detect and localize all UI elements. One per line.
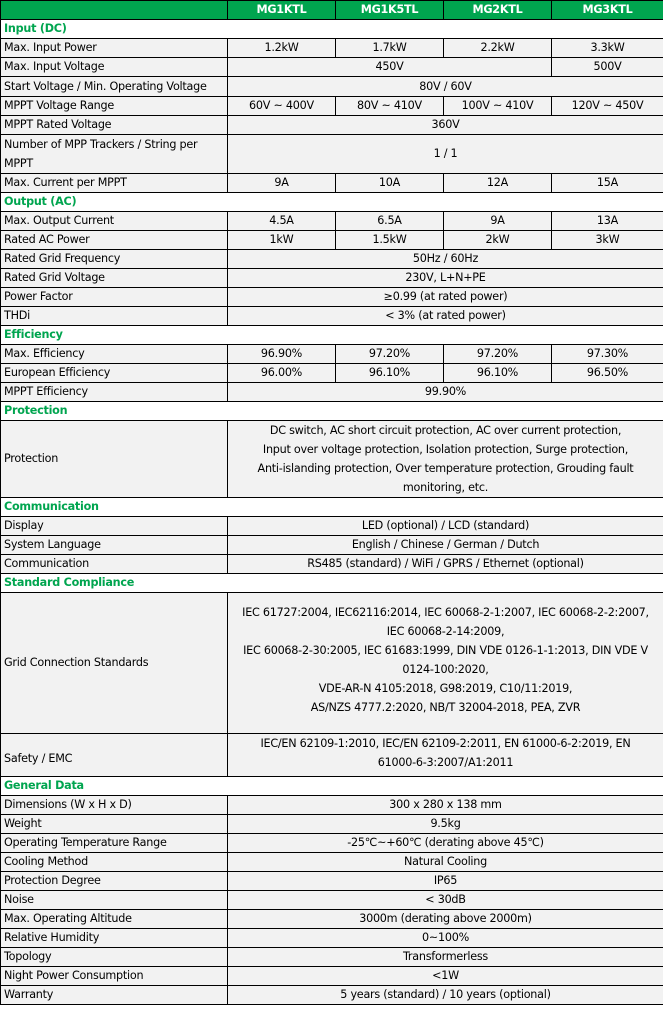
spec-row	[1, 815, 663, 834]
spec-row	[1, 116, 663, 135]
spec-value: 60V ~ 400V	[228, 97, 336, 116]
spec-value: 2.2kW	[444, 39, 552, 58]
spec-value: 100V ~ 410V	[444, 97, 552, 116]
spec-row	[1, 364, 663, 383]
section-protection	[1, 402, 663, 421]
spec-value: LED (optional) / LCD (standard)	[228, 517, 663, 536]
value-line: monitoring, etc.	[402, 481, 489, 494]
value-line: IEC/EN 62109-1:2010, IEC/EN 62109-2:2011, EN 61000-6-2:2019, EN	[260, 737, 631, 750]
spec-value: < 3% (at rated power)	[228, 307, 663, 326]
value-line: IEC 60068-2-14:2009,	[386, 625, 505, 638]
spec-value: 99.90%	[228, 383, 663, 402]
spec-label: Max. Input Voltage	[1, 58, 228, 77]
spec-row	[1, 967, 663, 986]
spec-row	[1, 910, 663, 929]
spec-row	[1, 948, 663, 967]
spec-row	[1, 796, 663, 815]
value-line: 0124-100:2020,	[402, 663, 489, 676]
section-communication	[1, 498, 663, 517]
spec-row	[1, 269, 663, 288]
spec-label: Start Voltage / Min. Operating Voltage	[1, 77, 228, 97]
spec-value: 4.5A	[228, 212, 336, 231]
spec-label: Noise	[1, 891, 228, 910]
spec-row	[1, 421, 663, 498]
spec-value: 96.50%	[552, 364, 663, 383]
spec-row	[1, 929, 663, 948]
spec-value: 450V	[228, 58, 552, 77]
spec-row	[1, 250, 663, 269]
spec-row	[1, 891, 663, 910]
spec-value: 3.3kW	[552, 39, 663, 58]
value-line: IEC 60068-2-30:2005, IEC 61683:1999, DIN VDE 0126-1-1:2013, DIN VDE V	[243, 644, 648, 657]
spec-value: RS485 (standard) / WiFi / GPRS / Ethernet (optional)	[228, 555, 663, 574]
spec-label: MPPT Rated Voltage	[1, 116, 228, 135]
spec-label: Dimensions (W x H x D)	[1, 796, 228, 815]
section-title: Protection	[1, 402, 663, 421]
value-line: AS/NZS 4777.2:2020, NB/T 32004-2018, PEA, ZVR	[310, 701, 581, 714]
spec-value: <1W	[228, 967, 663, 986]
spec-value: 0~100%	[228, 929, 663, 948]
spec-value: -25℃~+60℃ (derating above 45℃)	[228, 834, 663, 853]
spec-row	[1, 383, 663, 402]
general-rows	[1, 796, 663, 1005]
spec-row	[1, 872, 663, 891]
spec-value: 230V, L+N+PE	[228, 269, 663, 288]
spec-label: Max. Current per MPPT	[1, 174, 228, 193]
spec-label: Weight	[1, 815, 228, 834]
spec-value: 97.30%	[552, 345, 663, 364]
spec-value: 1.5kW	[336, 231, 444, 250]
section-title: Input (DC)	[1, 20, 663, 39]
spec-label: Power Factor	[1, 288, 228, 307]
spec-value: 12A	[444, 174, 552, 193]
spec-label: MPPT Efficiency	[1, 383, 228, 402]
value-line: VDE-AR-N 4105:2018, G98:2019, C10/11:2019,	[318, 682, 573, 695]
spec-row	[1, 135, 663, 174]
section-title: Efficiency	[1, 326, 663, 345]
spec-label: Rated Grid Voltage	[1, 269, 228, 288]
spec-row	[1, 307, 663, 326]
spec-row	[1, 986, 663, 1005]
spec-row	[1, 517, 663, 536]
spec-label: Warranty	[1, 986, 228, 1005]
spec-label: Max. Output Current	[1, 212, 228, 231]
spec-label: Max. Operating Altitude	[1, 910, 228, 929]
spec-value: Natural Cooling	[228, 853, 663, 872]
spec-value	[228, 734, 663, 777]
spec-value: 9.5kg	[228, 815, 663, 834]
spec-row	[1, 555, 663, 574]
spec-value: 120V ~ 450V	[552, 97, 663, 116]
spec-value: 1.7kW	[336, 39, 444, 58]
section-title: General Data	[1, 777, 663, 796]
model-header: MG1KTL	[228, 1, 336, 20]
spec-value: 300 x 280 x 138 mm	[228, 796, 663, 815]
spec-value: 13A	[552, 212, 663, 231]
spec-label: MPPT Voltage Range	[1, 97, 228, 116]
spec-row	[1, 231, 663, 250]
value-line: Input over voltage protection, Isolation protection, Surge protection,	[262, 443, 629, 456]
spec-value: English / Chinese / German / Dutch	[228, 536, 663, 555]
spec-label: Protection	[1, 421, 228, 498]
spec-row	[1, 536, 663, 555]
spec-label: Grid Connection Standards	[1, 593, 228, 734]
spec-value: 96.10%	[336, 364, 444, 383]
spec-value: 15A	[552, 174, 663, 193]
header-row	[1, 1, 663, 20]
spec-row	[1, 288, 663, 307]
spec-row	[1, 39, 663, 58]
spec-value: 3000m (derating above 2000m)	[228, 910, 663, 929]
spec-value: 3kW	[552, 231, 663, 250]
spec-value: 1.2kW	[228, 39, 336, 58]
spec-value	[228, 593, 663, 734]
section-input	[1, 20, 663, 39]
value-line: DC switch, AC short circuit protection, AC over current protection,	[269, 424, 622, 437]
spec-label: Operating Temperature Range	[1, 834, 228, 853]
spec-value	[228, 421, 663, 498]
spec-value: 96.90%	[228, 345, 336, 364]
spec-row	[1, 734, 663, 777]
spec-row	[1, 853, 663, 872]
spec-row	[1, 77, 663, 97]
spec-label: Cooling Method	[1, 853, 228, 872]
spec-label: Communication	[1, 555, 228, 574]
spec-value: 97.20%	[444, 345, 552, 364]
spec-label: Rated AC Power	[1, 231, 228, 250]
spec-label: Protection Degree	[1, 872, 228, 891]
spec-value: 9A	[228, 174, 336, 193]
spec-value: 360V	[228, 116, 663, 135]
spec-label: Max. Input Power	[1, 39, 228, 58]
spec-row	[1, 834, 663, 853]
spec-label: Safety / EMC	[1, 734, 228, 777]
spec-label: Night Power Consumption	[1, 967, 228, 986]
spec-value: 1kW	[228, 231, 336, 250]
spec-label: European Efficiency	[1, 364, 228, 383]
spec-label: Relative Humidity	[1, 929, 228, 948]
spec-value: 80V / 60V	[228, 77, 663, 97]
spec-value: 96.10%	[444, 364, 552, 383]
value-line: Anti-islanding protection, Over temperature protection, Grouding fault	[257, 462, 634, 475]
section-output	[1, 193, 663, 212]
spec-value: 97.20%	[336, 345, 444, 364]
spec-value: 500V	[552, 58, 663, 77]
spec-value: 1 / 1	[228, 135, 663, 174]
section-efficiency	[1, 326, 663, 345]
spec-label: Display	[1, 517, 228, 536]
spec-value: ≥0.99 (at rated power)	[228, 288, 663, 307]
spec-row	[1, 97, 663, 116]
spec-label: Number of MPP Trackers / String per MPPT	[1, 135, 228, 174]
value-line: 61000-6-3:2007/A1:2011	[377, 756, 514, 769]
model-header: MG2KTL	[444, 1, 552, 20]
model-header: MG3KTL	[552, 1, 663, 20]
spec-value: < 30dB	[228, 891, 663, 910]
spec-value: 9A	[444, 212, 552, 231]
spec-label: System Language	[1, 536, 228, 555]
spec-label: Topology	[1, 948, 228, 967]
spec-label: Rated Grid Frequency	[1, 250, 228, 269]
spec-value: 2kW	[444, 231, 552, 250]
section-title: Output (AC)	[1, 193, 663, 212]
section-compliance	[1, 574, 663, 593]
value-line: IEC 61727:2004, IEC62116:2014, IEC 60068-2-1:2007, IEC 60068-2-2:2007,	[242, 606, 649, 619]
spec-value: 80V ~ 410V	[336, 97, 444, 116]
spec-value: Transformerless	[228, 948, 663, 967]
spec-value: IP65	[228, 872, 663, 891]
spec-row	[1, 212, 663, 231]
section-title: Communication	[1, 498, 663, 517]
spec-row	[1, 593, 663, 734]
spec-label: Max. Efficiency	[1, 345, 228, 364]
spec-row	[1, 58, 663, 77]
section-general	[1, 777, 663, 796]
spec-row	[1, 174, 663, 193]
model-header: MG1K5TL	[336, 1, 444, 20]
spec-value: 5 years (standard) / 10 years (optional)	[228, 986, 663, 1005]
spec-value: 96.00%	[228, 364, 336, 383]
spec-value: 6.5A	[336, 212, 444, 231]
section-title: Standard Compliance	[1, 574, 663, 593]
header-corner	[1, 1, 228, 20]
spec-value: 50Hz / 60Hz	[228, 250, 663, 269]
spec-row	[1, 345, 663, 364]
spec-label: THDi	[1, 307, 228, 326]
spec-value: 10A	[336, 174, 444, 193]
